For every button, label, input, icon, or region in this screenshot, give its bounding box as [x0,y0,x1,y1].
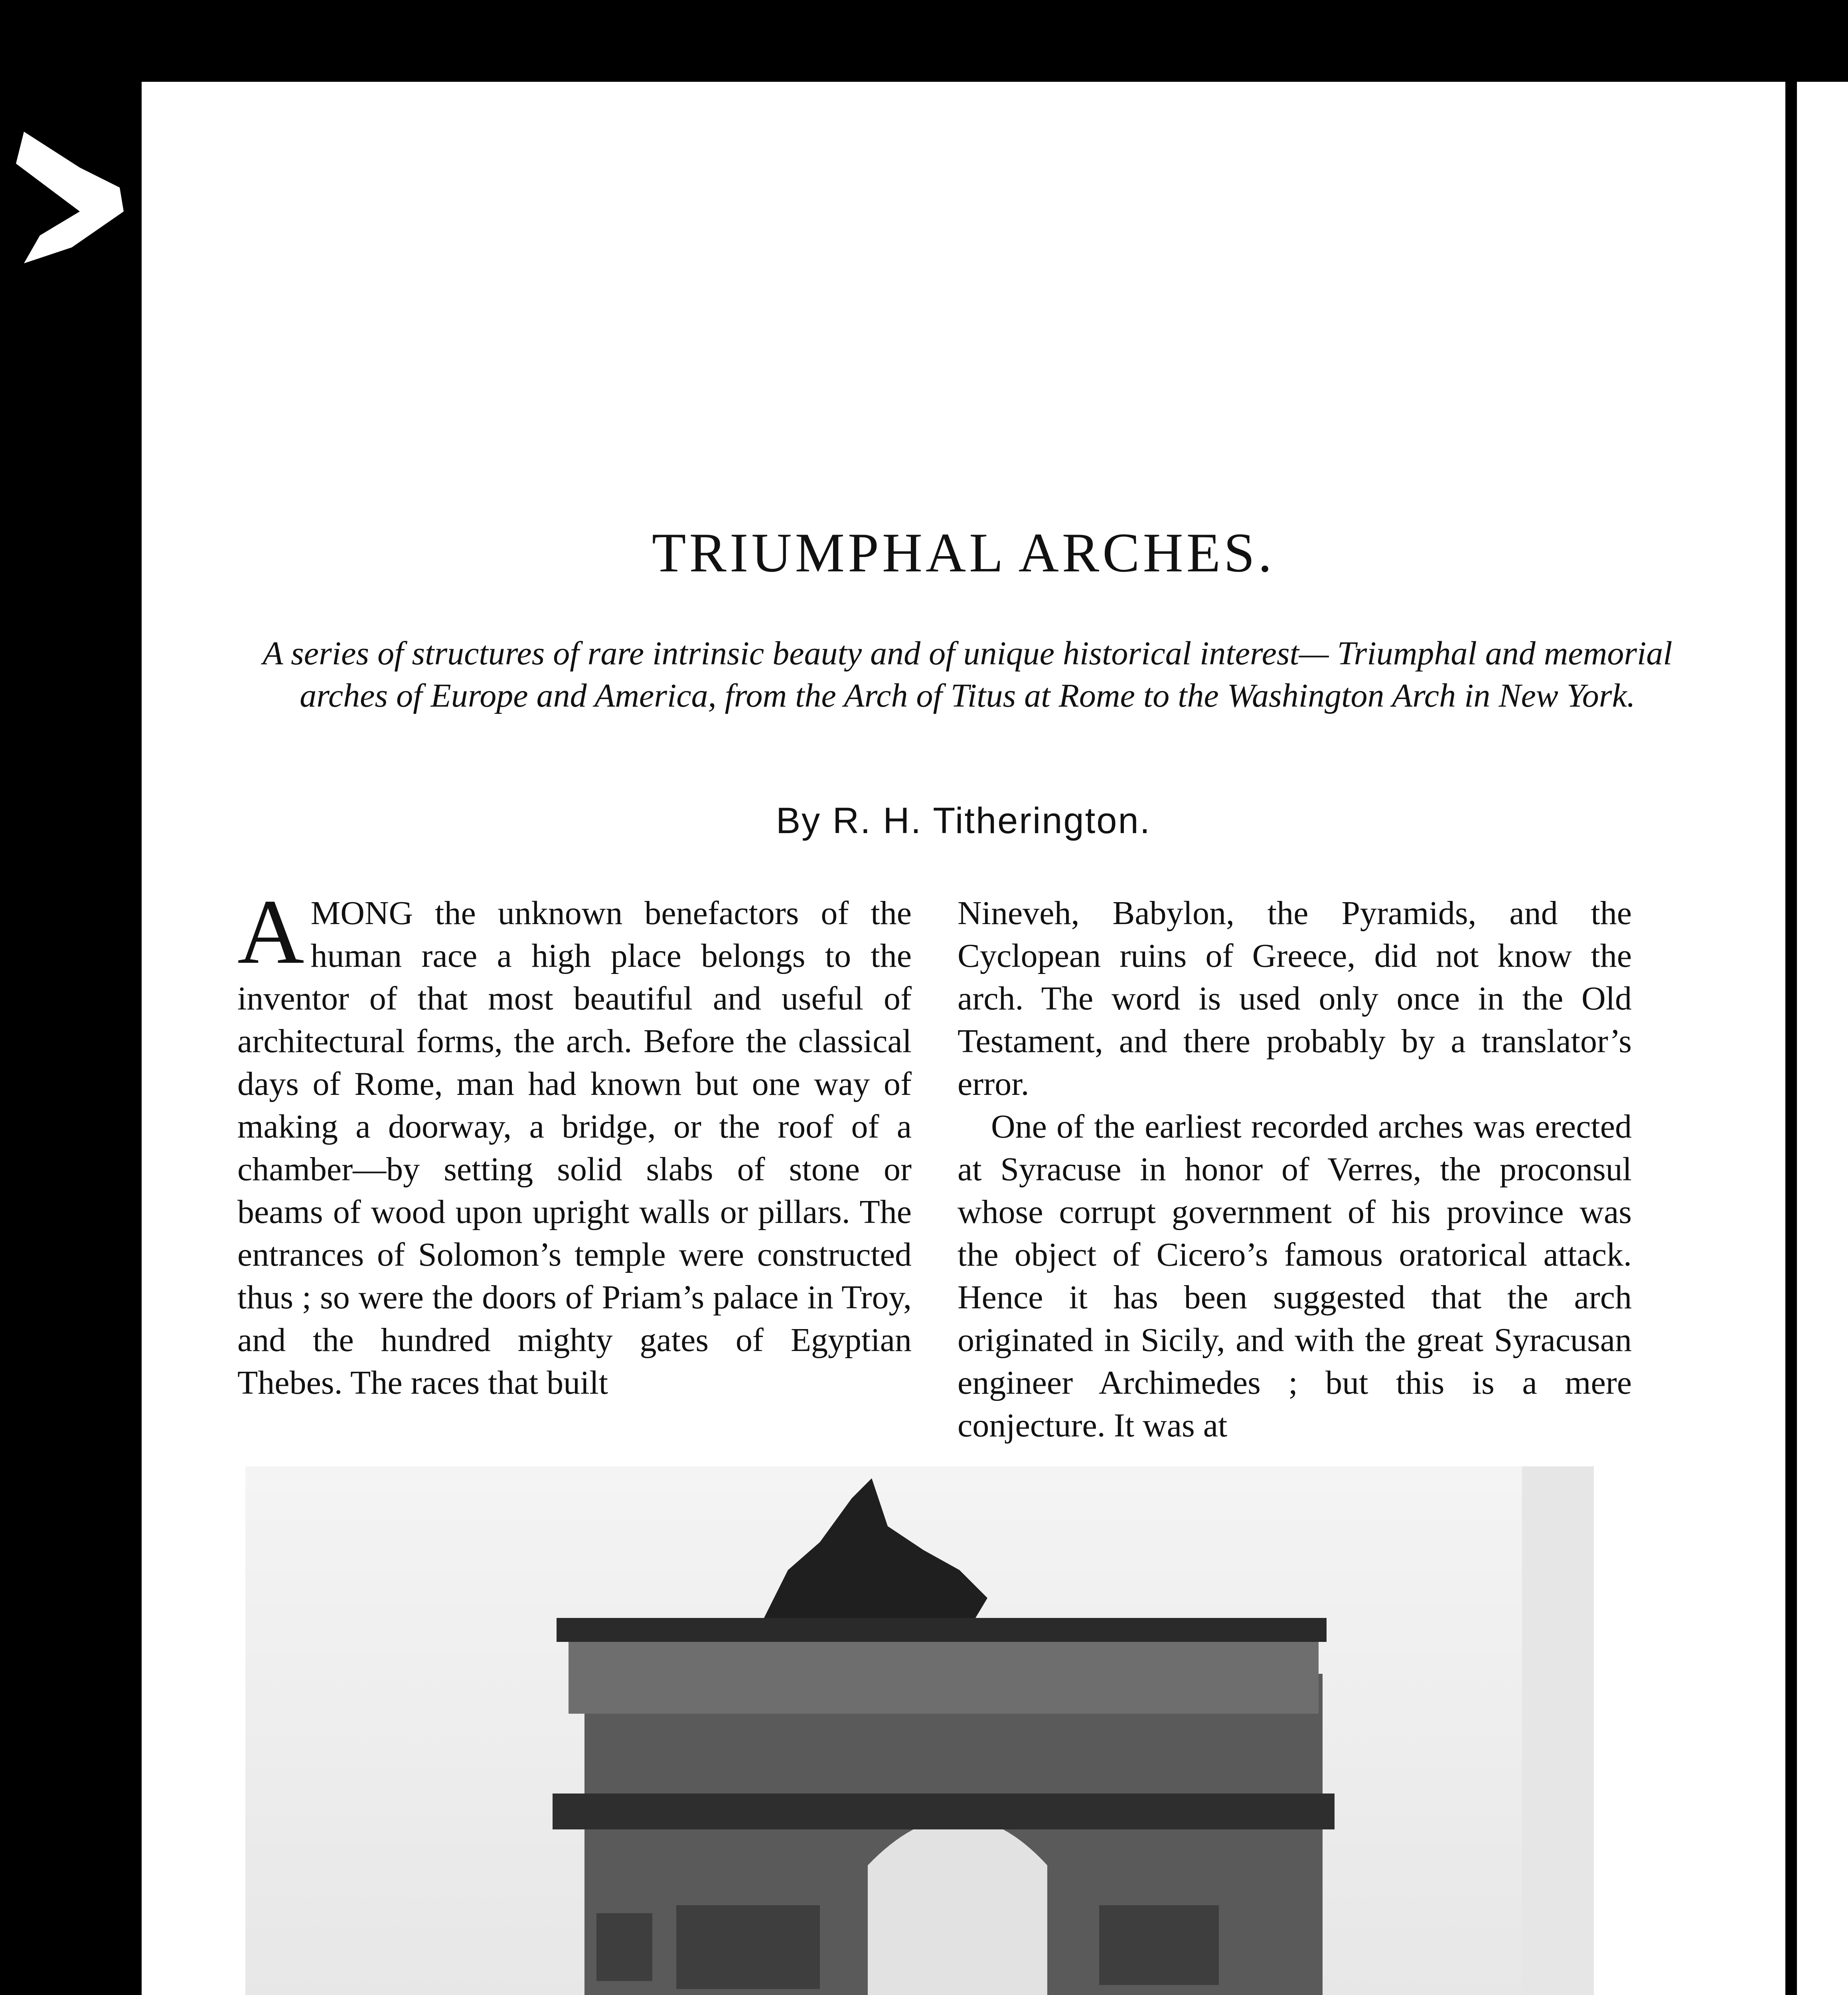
text-column-right [958,892,1632,1447]
page-tab-mark [0,120,128,263]
article-byline: By R. H. Titherington. [776,800,1151,841]
right-column-paragraph-2: One of the earliest recorded arches was erected at Syracuse in honor of Verres, the proconsul whose corrupt government of his province was the object of Cicero’s famous oratorical attack. Hence it has been suggested that the arch originated in Sicily, and with the great Syracusan engineer Archimedes ; but this is a mere conjecture. It was at [958,1108,1632,1444]
left-column-text: MONG the unknown benefactors of the human race a high place belongs to the inventor of that most beautiful and useful of architectural forms, the arch. Before the classical days of Rome, man had known but one way of making a doorway, a bridge, or the roof of a chamber—by setting solid slabs of stone or beams of wood upon upright walls or pillars. The entrances of Solomon’s temple were constructed thus ; so were the doors of Priam’s palace in Troy, and the hundred mighty gates of Egyptian Thebes. The races that built [237,895,912,1401]
adjacent-page-edge [1791,82,1848,1995]
arc-de-triomphe-photo [245,1466,1594,1995]
article-subtitle: A series of structures of rare intrinsic beauty and of unique historical interest— Triumphal and memorial arches of Europe and America, from the Arch of Titus at Rome to the Washington Arch in New York. [263,635,1672,714]
magazine-page [142,82,1785,1995]
article-title: TRIUMPHAL ARCHES. [652,522,1275,584]
text-column-left [237,881,912,1404]
right-column-paragraph-1: Nineveh, Babylon, the Pyramids, and the Cyclopean ruins of Greece, did not know the arch. The word is used only once in the Old Testament, and there probably by a translator’s error. [958,895,1632,1102]
drop-cap: A [237,881,304,983]
